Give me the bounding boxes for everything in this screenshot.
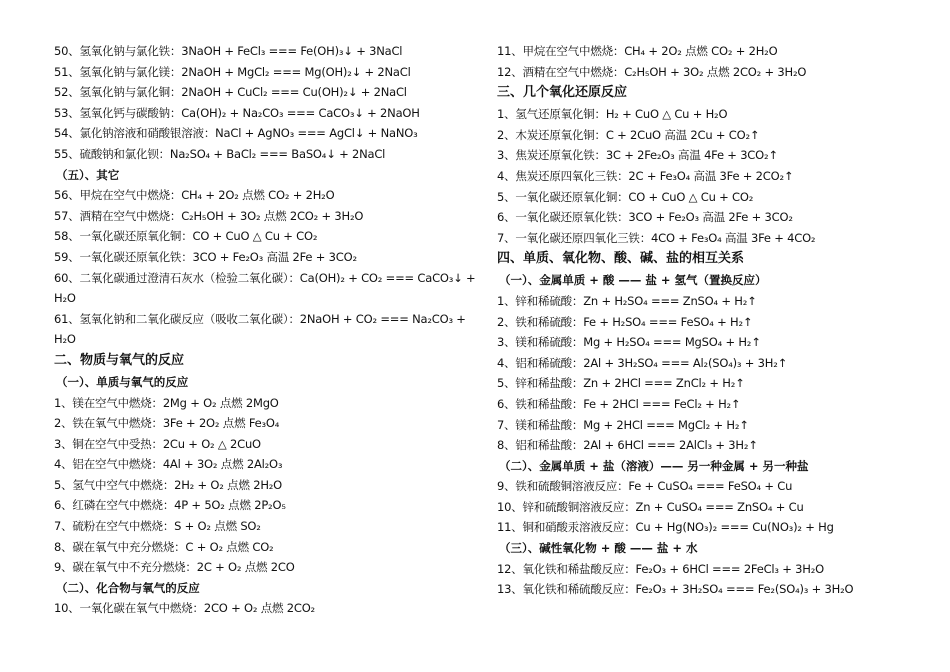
reaction-line: 1、锌和稀硫酸：Zn + H₂SO₄ === ZnSO₄ + H₂↑ <box>497 293 757 308</box>
reaction-line: 9、铁和硫酸铜溶液反应：Fe + CuSO₄ === FeSO₄ + Cu <box>497 479 793 494</box>
subsection-heading: （一）、金属单质 + 酸 —— 盐 + 氢气（置换反应） <box>499 273 767 288</box>
reaction-line: 2、铁和稀硫酸：Fe + H₂SO₄ === FeSO₄ + H₂↑ <box>497 314 753 329</box>
subsection-heading: （二）、金属单质 + 盐（溶液）—— 另一种金属 + 另一种盐 <box>499 458 809 473</box>
reaction-line: 1、镁在空气中燃烧：2Mg + O₂ 点燃 2MgO <box>54 395 279 410</box>
reaction-line: 1、氢气还原氧化铜：H₂ + CuO △ Cu + H₂O <box>497 107 728 122</box>
reaction-line: 6、一氧化碳还原氧化铁：3CO + Fe₂O₃ 高温 2Fe + 3CO₂ <box>497 210 793 225</box>
subsection-heading: （二）、化合物与氧气的反应 <box>56 580 200 595</box>
reaction-line: 55、硫酸钠和氯化钡：Na₂SO₄ + BaCl₂ === BaSO₄↓ + 2NaCl <box>54 146 386 161</box>
reaction-line: 8、碳在氧气中充分燃烧：C + O₂ 点燃 CO₂ <box>54 539 274 554</box>
reaction-line: 57、酒精在空气中燃烧：C₂H₅OH + 3O₂ 点燃 2CO₂ + 3H₂O <box>54 208 364 223</box>
reaction-line: 4、铝在空气中燃烧：4Al + 3O₂ 点燃 2Al₂O₃ <box>54 457 283 472</box>
reaction-line: 50、氢氧化钠与氯化铁：3NaOH + FeCl₃ === Fe(OH)₃↓ + 3NaCl <box>54 44 403 58</box>
reaction-line: 3、铜在空气中受热：2Cu + O₂ △ 2CuO <box>54 436 261 451</box>
reaction-line: 9、碳在氧气中不充分燃烧：2C + O₂ 点燃 2CO <box>54 560 295 575</box>
reaction-line: 12、氧化铁和稀盐酸反应：Fe₂O₃ + 6HCl === 2FeCl₃ + 3H₂O <box>497 561 825 576</box>
reaction-line: 2、铁在氧气中燃烧：3Fe + 2O₂ 点燃 Fe₃O₄ <box>54 416 280 431</box>
reaction-line: 4、铝和稀硫酸：2Al + 3H₂SO₄ === Al₂(SO₄)₃ + 3H₂↑ <box>497 355 788 370</box>
reaction-line: 54、氯化钠溶液和硝酸银溶液：NaCl + AgNO₃ === AgCl↓ + NaNO₃ <box>54 126 418 141</box>
reaction-line: 5、锌和稀盐酸：Zn + 2HCl === ZnCl₂ + H₂↑ <box>497 376 745 391</box>
reaction-line: 2、木炭还原氧化铜：C + 2CuO 高温 2Cu + CO₂↑ <box>497 127 760 142</box>
reaction-line: 58、一氧化碳还原氧化铜：CO + CuO △ Cu + CO₂ <box>54 229 318 244</box>
reaction-line: 7、一氧化碳还原四氧化三铁：4CO + Fe₃O₄ 高温 3Fe + 4CO₂ <box>497 230 816 245</box>
reaction-line: 12、酒精在空气中燃烧：C₂H₅OH + 3O₂ 点燃 2CO₂ + 3H₂O <box>497 64 807 79</box>
reaction-line: 5、一氧化碳还原氧化铜：CO + CuO △ Cu + CO₂ <box>497 189 754 204</box>
right-column <box>497 41 897 600</box>
section-heading: 四、单质、氧化物、酸、碱、盐的相互关系 <box>497 251 745 267</box>
reaction-line: 3、镁和稀硫酸：Mg + H₂SO₄ === MgSO₄ + H₂↑ <box>497 335 761 350</box>
reaction-line: 5、氢气中空气中燃烧：2H₂ + O₂ 点燃 2H₂O <box>54 477 283 492</box>
reaction-line: 10、锌和硫酸铜溶液反应：Zn + CuSO₄ === ZnSO₄ + Cu <box>497 499 804 514</box>
reaction-line: 60、二氧化碳通过澄清石灰水（检验二氧化碳）：Ca(OH)₂ + CO₂ === CaCO₃↓ + H₂O <box>54 270 476 306</box>
section-heading: 三、几个氧化还原反应 <box>497 85 628 101</box>
reaction-line: 3、焦炭还原氧化铁：3C + 2Fe₂O₃ 高温 4Fe + 3CO₂↑ <box>497 148 778 163</box>
reaction-line: 13、氧化铁和稀硫酸反应：Fe₂O₃ + 3H₂SO₄ === Fe₂(SO₄)₃ + 3H₂O <box>497 582 854 597</box>
section-heading: 二、物质与氧气的反应 <box>54 352 185 368</box>
subsection-heading: （五）、其它 <box>56 167 120 182</box>
reaction-line: 7、镁和稀盐酸：Mg + 2HCl === MgCl₂ + H₂↑ <box>497 417 749 432</box>
reaction-line: 59、一氧化碳还原氧化铁：3CO + Fe₂O₃ 高温 2Fe + 3CO₂ <box>54 249 357 264</box>
reaction-line: 4、焦炭还原四氧化三铁：2C + Fe₃O₄ 高温 3Fe + 2CO₂↑ <box>497 168 794 183</box>
reaction-line: 61、氢氧化钠和二氧化碳反应（吸收二氧化碳）：2NaOH + CO₂ === Na₂CO₃ + H₂O <box>54 311 466 347</box>
reaction-line: 52、氢氧化钠与氯化铜：2NaOH + CuCl₂ === Cu(OH)₂↓ + 2NaCl <box>54 85 407 100</box>
reaction-line: 53、氢氧化钙与碳酸钠：Ca(OH)₂ + Na₂CO₃ === CaCO₃↓ + 2NaOH <box>54 105 420 120</box>
subsection-heading: （三）、碱性氧化物 + 酸 —— 盐 + 水 <box>499 541 698 556</box>
reaction-line: 10、一氧化碳在氧气中燃烧：2CO + O₂ 点燃 2CO₂ <box>54 601 315 616</box>
reaction-line: 51、氢氧化钠与氯化镁：2NaOH + MgCl₂ === Mg(OH)₂↓ + 2NaCl <box>54 64 411 79</box>
reaction-line: 7、硫粉在空气中燃烧：S + O₂ 点燃 SO₂ <box>54 519 261 534</box>
reaction-line: 6、红磷在空气中燃烧：4P + 5O₂ 点燃 2P₂O₅ <box>54 498 286 513</box>
reaction-line: 56、甲烷在空气中燃烧：CH₄ + 2O₂ 点燃 CO₂ + 2H₂O <box>54 188 335 203</box>
left-column <box>54 41 482 619</box>
reaction-line: 11、甲烷在空气中燃烧：CH₄ + 2O₂ 点燃 CO₂ + 2H₂O <box>497 44 778 58</box>
reaction-line: 6、铁和稀盐酸：Fe + 2HCl === FeCl₂ + H₂↑ <box>497 396 741 411</box>
reaction-line: 8、铝和稀盐酸：2Al + 6HCl === 2AlCl₃ + 3H₂↑ <box>497 438 758 453</box>
reaction-line: 11、铜和硝酸汞溶液反应：Cu + Hg(NO₃)₂ === Cu(NO₃)₂ + Hg <box>497 520 834 535</box>
subsection-heading: （一）、单质与氧气的反应 <box>56 374 189 389</box>
